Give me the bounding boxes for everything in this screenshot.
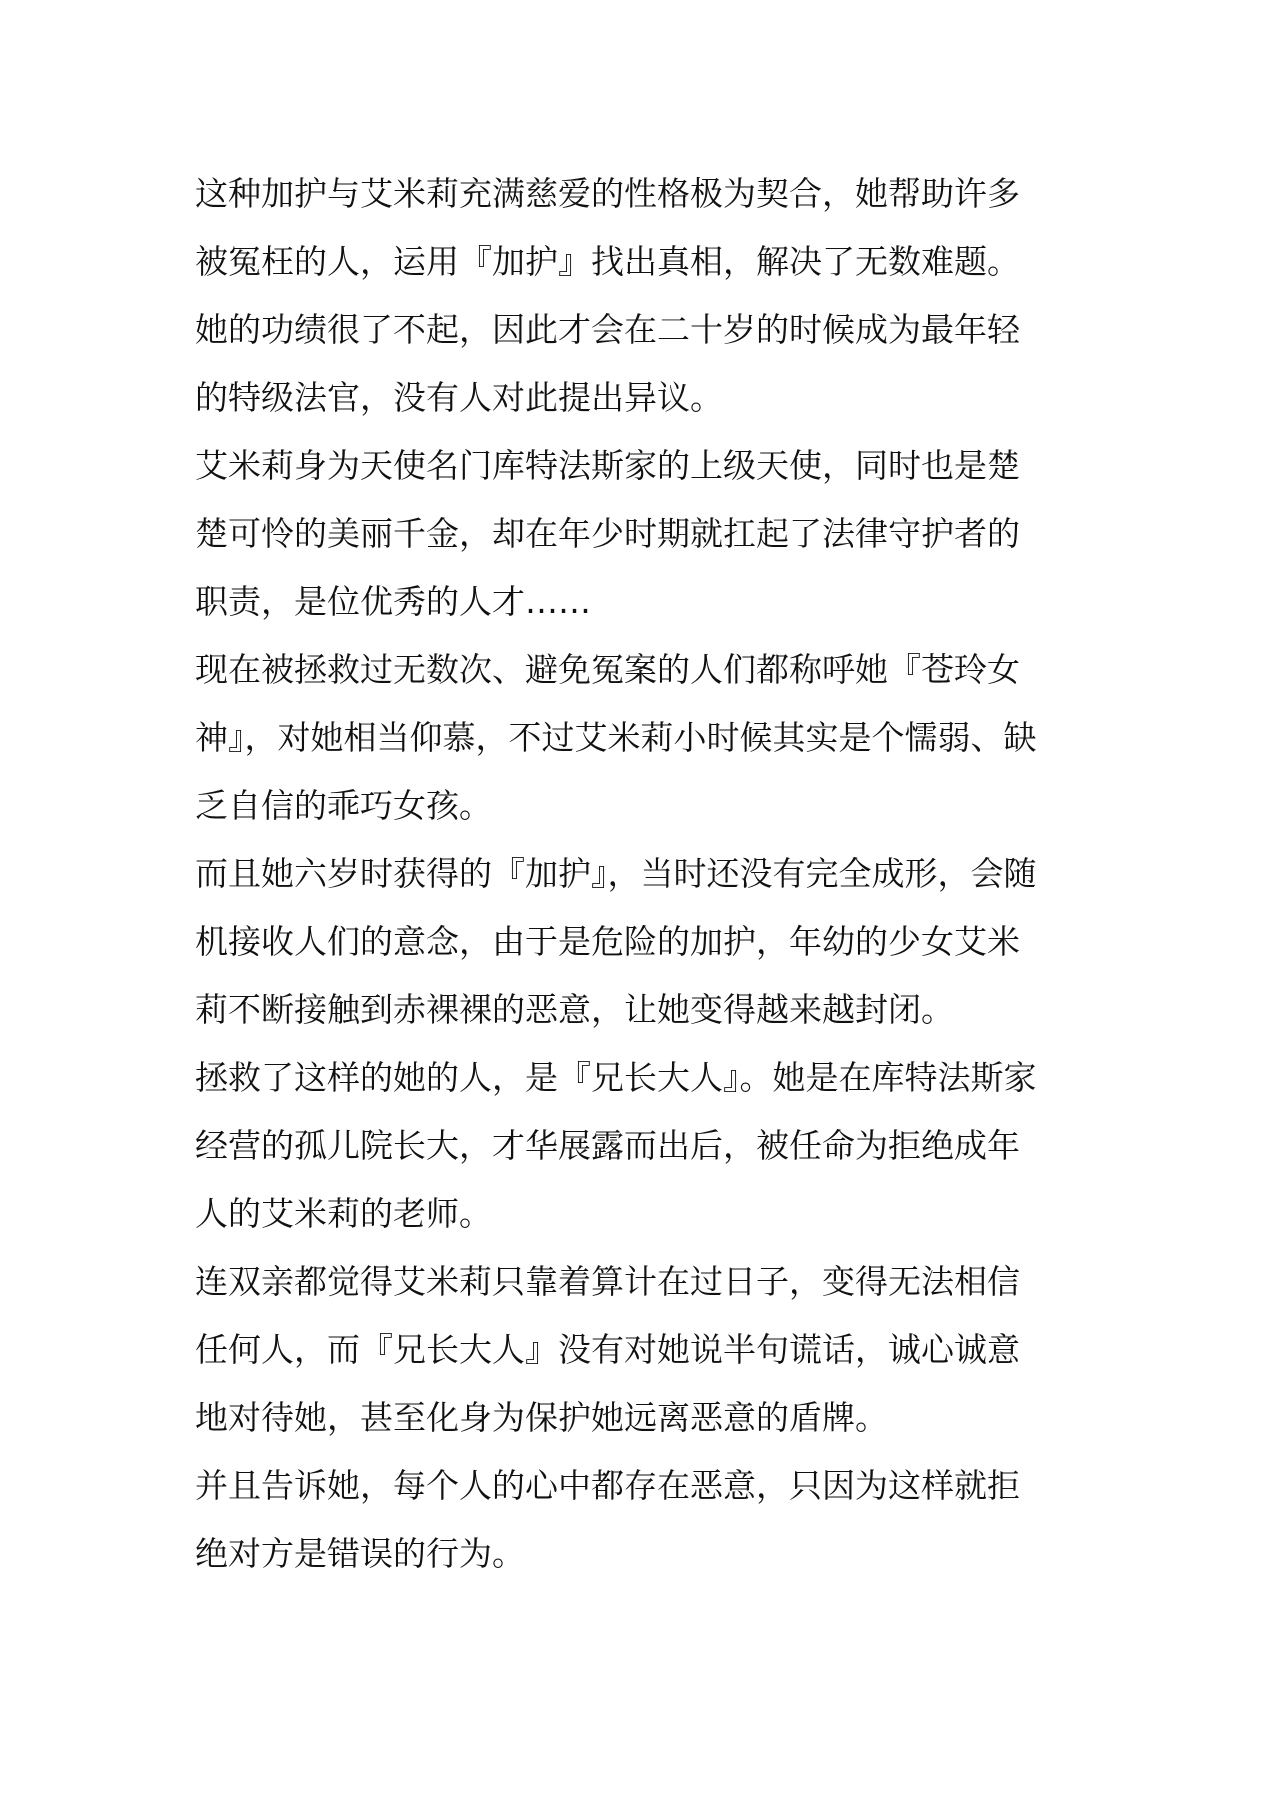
text-line: 拯救了这样的她的人，是『兄长大人』。她是在库特法斯家 [195, 1058, 1037, 1097]
text-line: 莉不断接触到赤裸裸的恶意，让她变得越来越封闭。 [195, 990, 954, 1029]
text-line: 职责，是位优秀的人才…… [195, 582, 591, 621]
text-line: 这种加护与艾米莉充满慈爱的性格极为契合，她帮助许多 [195, 174, 1020, 213]
text-line: 现在被拯救过无数次、避免冤案的人们都称呼她『苍玲女 [195, 650, 1020, 689]
text-line: 而且她六岁时获得的『加护』，当时还没有完全成形，会随 [195, 854, 1037, 893]
text-line: 地对待她，甚至化身为保护她远离恶意的盾牌。 [195, 1398, 888, 1437]
text-line: 机接收人们的意念，由于是危险的加护，年幼的少女艾米 [195, 922, 1020, 961]
text-line: 被冤枉的人，运用『加护』找出真相，解决了无数难题。 [195, 242, 1020, 281]
text-line: 的特级法官，没有人对此提出异议。 [195, 378, 723, 417]
text-line: 楚可怜的美丽千金，却在年少时期就扛起了法律守护者的 [195, 514, 1020, 553]
text-line: 任何人，而『兄长大人』没有对她说半句谎话，诚心诚意 [195, 1330, 1020, 1369]
text-line: 经营的孤儿院长大，才华展露而出后，被任命为拒绝成年 [195, 1126, 1020, 1165]
text-line: 艾米莉身为天使名门库特法斯家的上级天使，同时也是楚 [195, 446, 1020, 485]
text-line: 连双亲都觉得艾米莉只靠着算计在过日子，变得无法相信 [195, 1262, 1020, 1301]
text-line: 人的艾米莉的老师。 [195, 1194, 492, 1233]
text-line: 并且告诉她，每个人的心中都存在恶意，只因为这样就拒 [195, 1466, 1020, 1505]
document-body [195, 160, 1085, 1588]
text-line: 乏自信的乖巧女孩。 [195, 786, 492, 825]
text-line: 绝对方是错误的行为。 [195, 1534, 525, 1573]
text-line: 神』，对她相当仰慕，不过艾米莉小时候其实是个懦弱、缺 [195, 718, 1037, 757]
text-line: 她的功绩很了不起，因此才会在二十岁的时候成为最年轻 [195, 310, 1020, 349]
